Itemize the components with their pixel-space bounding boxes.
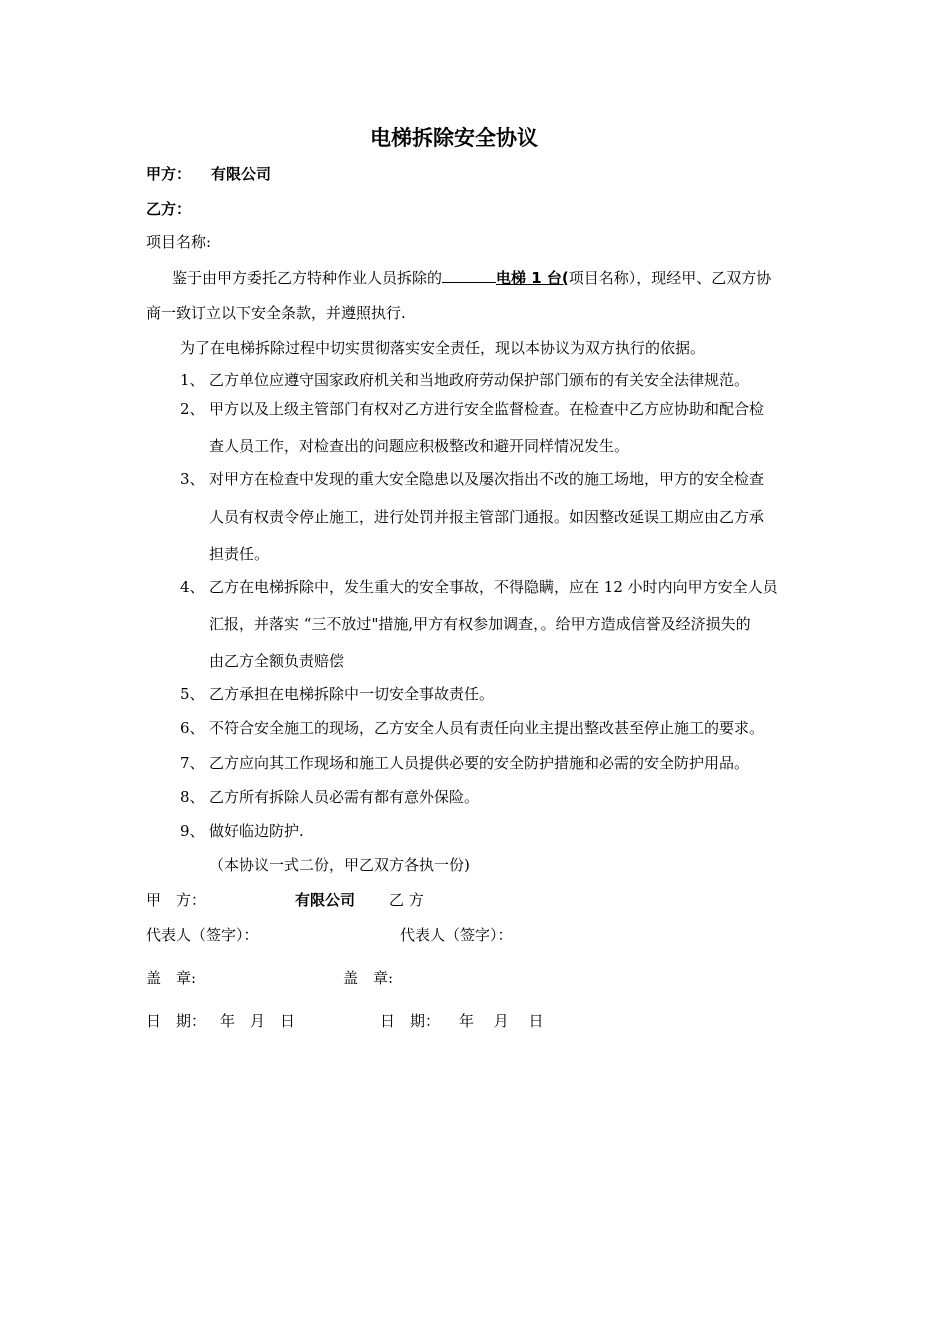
clause-number: 3、 [180,470,205,488]
clause-text: 人员有权责令停止施工，进行处罚并报主管部门通报。如因整改延误工期应由乙方承 [209,508,765,526]
intro-highlight: 电梯 1 台( [496,269,569,287]
date-a-label: 日 期： [146,1012,207,1030]
clause-text: 乙方所有拆除人员必需有都有意外保险。 [209,788,480,806]
blank-underline [442,266,496,283]
clause-number: 7、 [180,754,205,772]
party-b-label: 乙方： [146,200,192,218]
clause-number: 8、 [180,788,205,806]
copies-note: （本协议一式二份，甲乙双方各执一份) [209,856,470,874]
intro-part2: 项目名称），现经甲、乙双方协 [568,269,772,287]
clause-text: 查人员工作，对检查出的问题应积极整改和避开同样情况发生。 [209,437,630,455]
project-name-label: 项目名称: [146,233,212,251]
clause-text: 不符合安全施工的现场，乙方安全人员有责任向业主提出整改甚至停止施工的要求。 [209,719,765,737]
purpose-text: 为了在电梯拆除过程中切实贯彻落实安全责任，现以本协议为双方执行的依据。 [180,339,706,357]
sign-party-b-label: 乙 方 [389,891,424,909]
party-a-label: 甲方： [146,165,192,183]
clause-text: 乙方单位应遵守国家政府机关和当地政府劳动保护部门颁布的有关安全法律规范。 [209,371,750,389]
clause-text: 乙方应向其工作现场和施工人员提供必要的安全防护措施和必需的安全防护用品。 [209,754,750,772]
date-b-label: 日 期： [380,1012,441,1030]
date-b-value: 年 月 日 [459,1012,544,1030]
rep-b-label: 代表人（签字）： [400,926,513,944]
clause-text: 做好临边防护. [209,822,304,840]
intro-part1: 鉴于由甲方委托乙方特种作业人员拆除的 [172,269,443,287]
clause-number: 9、 [180,822,205,840]
clause-text: 担责任。 [209,545,270,563]
sign-party-a-label: 甲 方： [146,891,207,909]
clause-number: 4、 [180,578,205,596]
clause-text: 汇报，并落实 “三不放过"措施,甲方有权参加调查，。给甲方造成信誉及经济损失的 [209,615,751,633]
clause-number: 6、 [180,719,205,737]
document-title: 电梯拆除安全协议 [370,126,538,150]
clause-number: 5、 [180,685,205,703]
clause-text: 对甲方在检查中发现的重大安全隐患以及屡次指出不改的施工场地，甲方的安全检查 [209,470,765,488]
seal-b-label: 盖 章: [343,969,394,987]
rep-a-label: 代表人（签字）： [146,926,259,944]
seal-a-label: 盖 章: [146,969,197,987]
sign-party-a-value: 有限公司 [295,891,356,909]
clause-text: 甲方以及上级主管部门有权对乙方进行安全监督检查。在检查中乙方应协助和配合检 [209,400,765,418]
intro-line-2: 商一致订立以下安全条款，并遵照执行. [146,304,406,322]
clause-number: 2、 [180,400,205,418]
clause-number: 1、 [180,371,205,389]
clause-text: 乙方承担在电梯拆除中一切安全事故责任。 [209,685,495,703]
date-a-value: 年 月 日 [220,1012,296,1030]
clause-text: 乙方在电梯拆除中，发生重大的安全事故，不得隐瞒，应在 12 小时内向甲方安全人员 [209,578,778,596]
clause-text: 由乙方全额负责赔偿 [209,652,345,670]
intro-line-1 [172,266,771,288]
party-a-value: 有限公司 [211,165,272,183]
